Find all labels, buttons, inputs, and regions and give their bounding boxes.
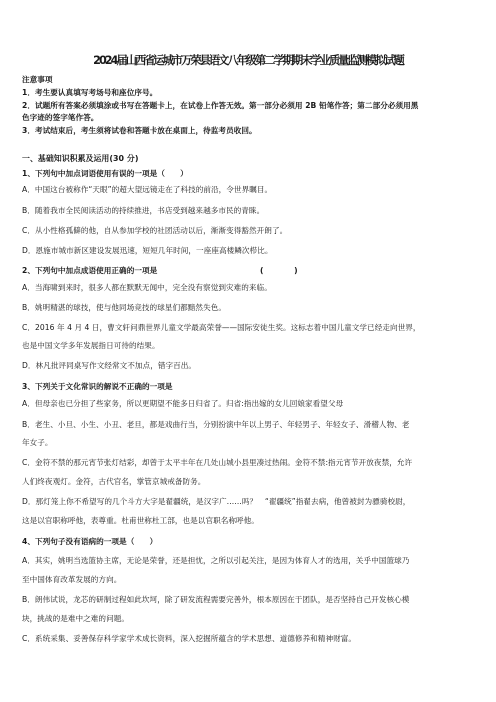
question-3-option-b-cont: 年女子。 bbox=[22, 438, 53, 447]
question-1-stem: 1、下列句中加点词语使用有误的一项是（ ） bbox=[22, 169, 188, 178]
question-1-option-d: D．恩施市城市新区建设发展迅速，短短几年时间，一座座高楼鳞次栉比。 bbox=[22, 246, 273, 255]
question-4-option-c: C．系统采集、妥善保存科学家学术成长资料，深入挖掘所蕴含的学术思想、道德修养和精神财富。 bbox=[22, 634, 357, 643]
question-4-stem: 4、下列句子没有语病的一项是（ ） bbox=[22, 537, 158, 546]
question-2-stem bbox=[22, 266, 298, 276]
question-3-option-c-cont: 人们终夜观灯。金符，古代官名，掌管京城戒备防务。 bbox=[22, 477, 206, 486]
question-2-option-a: A．当海啸到来时，很多人都在默默无闻中，完全没有察觉到灾难的来临。 bbox=[22, 283, 272, 292]
question-4-option-b-cont: 块，挑战的是难中之难的问题。 bbox=[22, 614, 130, 623]
notice-item: 2．试题所有答案必须填涂或书写在答题卡上，在试卷上作答无效。第一部分必须用 2B 铅笔作答；第二部分必须用黑 bbox=[22, 101, 419, 110]
question-1-option-b: B．随着我市全民阅读活动的持续推进，书店受到越来越多市民的青睐。 bbox=[22, 206, 265, 215]
question-3-option-c: C．金符不禁的那元宵节张灯结彩，却曾于太平丰年在几处山城小县里凑过热闹。金符不禁:指元宵节开放夜禁，允许 bbox=[22, 458, 413, 467]
question-3-option-a: A．但母亲也已分担了些家务，所以更期望不能多日归省了。归省:指出嫁的女儿回娘家看望父母 bbox=[22, 399, 344, 408]
question-3-option-d: D．那灯笼上你不希望写的几个斗方大字是翟疆统，是汉字广……吗？ “翟疆统”指翟去病，他曾被封为骠骑校尉， bbox=[22, 497, 411, 506]
question-4-option-a: A．其实，姚明当选篮协主席，无论是荣誉，还是担忧，之所以引起关注，是因为体育人才的选用，关乎中国篮球乃 bbox=[22, 556, 410, 565]
question-4-option-b: B．朗伟试说，龙芯的研制过程如此坎坷，除了研发流程需要完善外，根本原因在于团队，是否坚持自己开发核心模 bbox=[22, 595, 410, 604]
question-3-stem: 3、下列关于文化常识的解说不正确的一项是 bbox=[22, 382, 173, 391]
question-3-option-b: B．老生、小旦、小生、小丑、老旦，都是戏曲行当，分别扮演中年以上男子、年轻男子、年轻女子、滑稽人物、老 bbox=[22, 420, 410, 429]
question-2-stem-text: 2、下列句中加点成语使用正确的一项是 bbox=[22, 266, 158, 275]
question-4-option-a-cont: 至中国体育改革发展的方向。 bbox=[22, 575, 122, 584]
question-2-option-d: D．林凡批评同桌写作文经常文不加点，错字百出。 bbox=[22, 361, 197, 370]
question-1-option-c: C．从小性格孤僻的他，自从参加学校的社团活动以后，渐渐变得豁然开朗了。 bbox=[22, 226, 288, 235]
question-1-option-a: A．中国这台被称作“天眼”的超大望远镜走在了科技的前沿，令世界瞩目。 bbox=[22, 185, 273, 194]
notice-heading: 注意事项 bbox=[22, 75, 53, 84]
section-heading: 一、基础知识积累及运用(30 分) bbox=[22, 154, 139, 163]
page-title: 2024届山西省运城市万荣县语文八年级第二学期期末学业质量监测模拟试题 bbox=[93, 54, 403, 67]
question-3-option-d-cont: 这是以官职称呼他，表尊重。杜甫世称杜工部，也是以官职名称呼他。 bbox=[22, 516, 259, 525]
question-2-option-b: B．姚明精湛的球技，使与他同场竞技的球星们都黯然失色。 bbox=[22, 303, 226, 312]
notice-item: 1．考生要认真填写考场号和座位序号。 bbox=[22, 88, 158, 97]
question-2-answer-paren: ( ) bbox=[260, 266, 298, 275]
notice-item: 3．考试结束后，考生须将试卷和答题卡放在桌面上，待监考员收回。 bbox=[22, 126, 257, 135]
question-2-option-c: C．2016 年 4 月 4 日，曹文轩问鼎世界儿童文学最高荣誉——国际安徒生奖。这标志着中国儿童文学已经走向世界， bbox=[22, 323, 421, 332]
question-2-option-c-cont: 也是中国文学多年发展指日可待的结果。 bbox=[22, 341, 160, 350]
notice-item: 色字迹的签字笔作答。 bbox=[22, 113, 99, 122]
